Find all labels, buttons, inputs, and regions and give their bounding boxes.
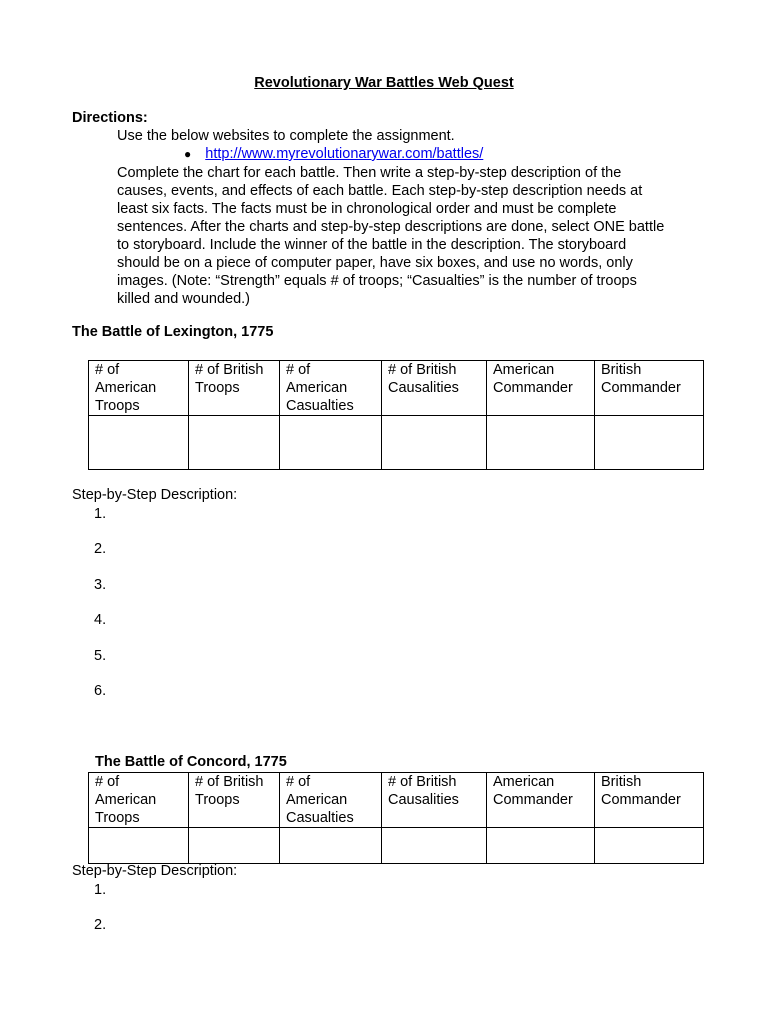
blank-cell[interactable]: [595, 828, 704, 864]
blank-cell[interactable]: [189, 828, 280, 864]
blank-cell[interactable]: [189, 416, 280, 470]
directions-line: Complete the chart for each battle. Then write a step-by-step description of the: [117, 165, 622, 181]
concord-table: [88, 772, 704, 864]
blank-cell[interactable]: [487, 828, 595, 864]
directions-line: images. (Note: “Strength” equals # of troops; “Casualties” is the number of troops: [117, 273, 637, 289]
header-american-troops: # of American Troops: [89, 361, 189, 416]
header-british-troops: # of British Troops: [189, 361, 280, 416]
step-number: 3.: [94, 577, 107, 593]
directions-line: killed and wounded.): [117, 291, 251, 307]
directions-paragraph: [117, 164, 707, 308]
directions-line: least six facts. The facts must be in chronological order and must be complete: [117, 201, 617, 217]
step-number: 4.: [94, 612, 107, 628]
concord-step-label: Step-by-Step Description:: [72, 863, 238, 879]
directions-intro: Use the below websites to complete the assignment.: [117, 128, 455, 144]
header-american-casualties: # of American Casualties: [280, 773, 382, 828]
lexington-step-label: Step-by-Step Description:: [72, 487, 238, 503]
blank-cell[interactable]: [382, 416, 487, 470]
step-number: 1.: [94, 882, 107, 898]
step-number: 6.: [94, 683, 107, 699]
bullet-list-item: [184, 146, 483, 162]
directions-line: sentences. After the charts and step-by-step descriptions are done, select ONE battle: [117, 219, 665, 235]
header-american-commander: American Commander: [487, 773, 595, 828]
blank-cell[interactable]: [280, 828, 382, 864]
blank-cell[interactable]: [487, 416, 595, 470]
blank-cell[interactable]: [595, 416, 704, 470]
lexington-table: [88, 360, 704, 470]
step-number: 2.: [94, 917, 107, 933]
directions-line: to storyboard. Include the winner of the battle in the description. The storyboard: [117, 237, 627, 253]
header-british-troops: # of British Troops: [189, 773, 280, 828]
header-british-causalities: # of British Causalities: [382, 361, 487, 416]
page-title: Revolutionary War Battles Web Quest: [254, 75, 514, 91]
directions-line: causes, events, and effects of each battle. Each step-by-step description needs at: [117, 183, 643, 199]
header-american-casualties: # of American Casualties: [280, 361, 382, 416]
bullet-icon: ●: [184, 147, 192, 161]
header-british-causalities: # of British Causalities: [382, 773, 487, 828]
header-american-commander: American Commander: [487, 361, 595, 416]
battles-website-link[interactable]: http://www.myrevolutionarywar.com/battles/: [205, 146, 484, 162]
header-british-commander: British Commander: [595, 361, 704, 416]
step-number: 1.: [94, 506, 107, 522]
blank-cell[interactable]: [89, 828, 189, 864]
blank-cell[interactable]: [280, 416, 382, 470]
header-british-commander: British Commander: [595, 773, 704, 828]
step-number: 5.: [94, 648, 107, 664]
lexington-heading: The Battle of Lexington, 1775: [72, 324, 274, 340]
directions-heading: Directions:: [72, 110, 148, 126]
directions-line: should be on a piece of computer paper, have six boxes, and use no words, only: [117, 255, 633, 271]
step-number: 2.: [94, 541, 107, 557]
blank-cell[interactable]: [89, 416, 189, 470]
blank-cell[interactable]: [382, 828, 487, 864]
header-american-troops: # of American Troops: [89, 773, 189, 828]
concord-heading: The Battle of Concord, 1775: [95, 754, 287, 770]
